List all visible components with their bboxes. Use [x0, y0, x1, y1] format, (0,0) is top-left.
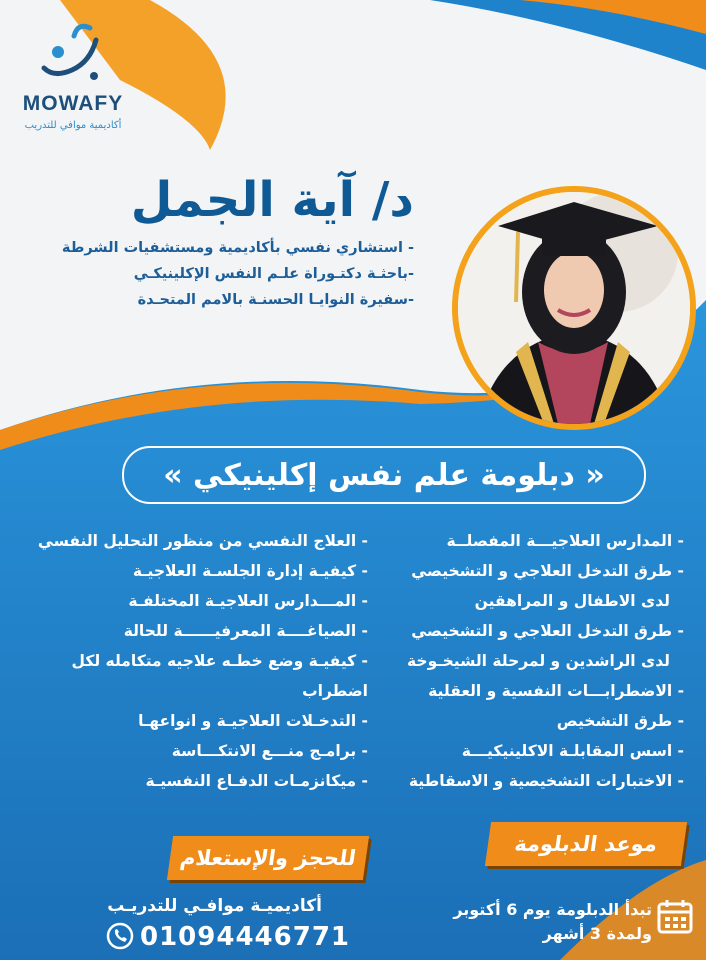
topic-item: - طرق التدخل العلاجي و التشخيصي	[411, 622, 684, 640]
graduate-portrait	[458, 192, 690, 424]
logo	[34, 18, 112, 90]
topic-item: - ميكانزمـات الدفـاع النفسيـة	[145, 772, 368, 790]
topic-item: لدى الراشدين و لمرحلة الشيخـوخة	[407, 652, 670, 670]
topic-item: - برامـج منـــع الانتكـــاسة	[171, 742, 368, 760]
topics-left-column	[37, 526, 368, 796]
brand-name: MOWAFY	[22, 92, 124, 115]
phone-icon	[106, 922, 134, 950]
academy-name: أكاديميـة موافـي للتدريـب	[107, 896, 322, 916]
course-title-box	[122, 446, 646, 504]
topic-item: - كيفيـة وضع خطـه علاجيه متكامله لكل اضطراب	[71, 652, 368, 700]
presenter-name: د/ آية الجمل	[130, 172, 414, 228]
calendar-icon	[656, 898, 694, 936]
topic-item: - طرق التدخل العلاجي و التشخيصي	[411, 562, 684, 580]
topic-item: - الاختبارات التشخيصية و الاسقاطية	[408, 772, 684, 790]
bio-line-2: -باحثـة دكتـوراة علـم النفس الإكلينيكـي	[133, 266, 414, 282]
phone-number[interactable]: 01094446771	[140, 922, 350, 952]
topic-item: - التدخـلات العلاجيـة و انواعهـا	[138, 712, 368, 730]
topic-item: - اسس المقابلـة الاكلينيكيـــة	[461, 742, 684, 760]
booking-label-text: للحجز والإستعلام	[178, 846, 358, 870]
bio-line-3: -سفيرة النوايـا الحسنـة بالامم المتحـدة	[137, 292, 414, 308]
topic-item: - الاضطرابـــات النفسية و العقلية	[428, 682, 684, 700]
topic-item: - كيفيـة إدارة الجلسـة العلاجيـة	[132, 562, 368, 580]
schedule-label	[485, 822, 687, 866]
topic-item: لدى الاطفال و المراهقين	[474, 592, 670, 610]
schedule-label-text: موعد الدبلومة	[513, 832, 659, 856]
logo-mark	[34, 18, 112, 90]
presenter-photo	[452, 186, 696, 430]
booking-label	[167, 836, 369, 880]
course-title: « دبلومة علم نفس إكلينيكي »	[163, 457, 605, 493]
schedule-duration: ولمدة 3 أشهر	[542, 924, 652, 943]
topic-item: - المـــدارس العلاجيـة المختلفـة	[128, 592, 368, 610]
topic-item: - طرق التشخيص	[556, 712, 684, 730]
topic-item: - العلاج النفسي من منظور التحليل النفسي	[37, 532, 368, 550]
topic-item: - المدارس العلاجيـــة المفصلــة	[446, 532, 684, 550]
schedule-start: تبدأ الدبلومة يوم 6 أكتوبر	[453, 900, 652, 919]
brand-tagline: أكاديمية موافي للتدريب	[24, 120, 122, 131]
topics-right-column	[379, 526, 684, 796]
bio-line-1: - استشاري نفسي بأكاديمية ومستشفيات الشرطة	[61, 240, 414, 256]
topic-item: - الصياغــــة المعرفيــــــة للحالة	[123, 622, 368, 640]
